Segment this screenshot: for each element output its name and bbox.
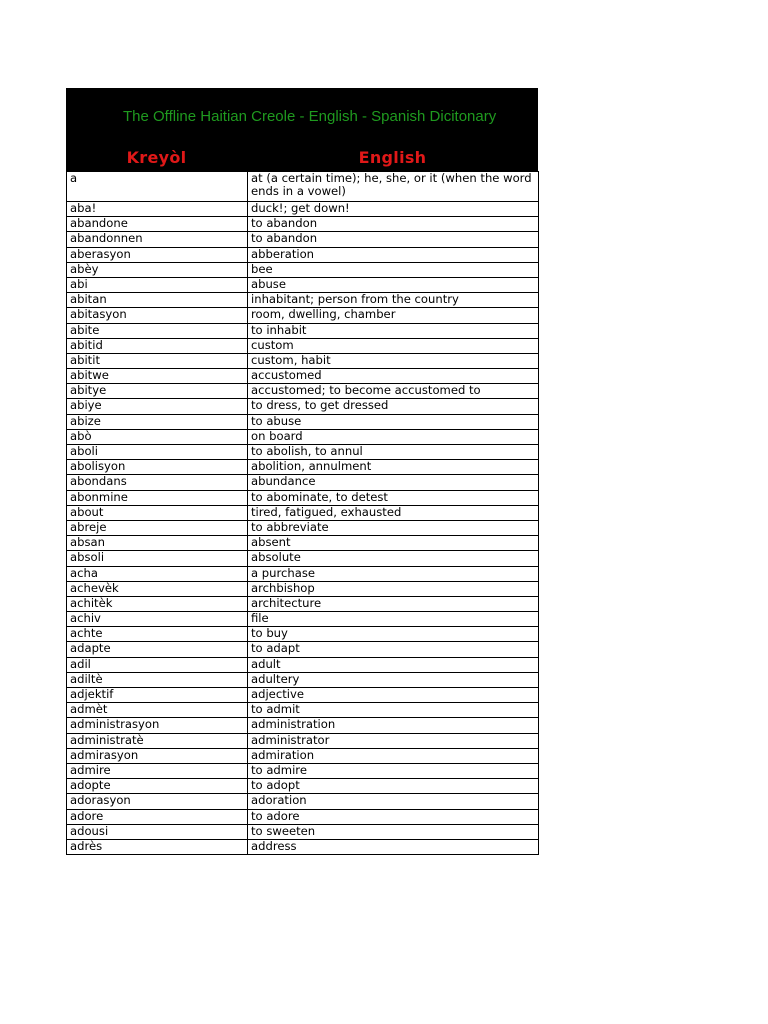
english-cell: administration bbox=[248, 718, 539, 733]
table-row bbox=[67, 369, 539, 384]
english-cell: adult bbox=[248, 657, 539, 672]
english-cell: to abominate, to detest bbox=[248, 490, 539, 505]
table-row bbox=[67, 232, 539, 247]
kreyol-cell: abitasyon bbox=[67, 308, 248, 323]
kreyol-cell: achte bbox=[67, 627, 248, 642]
table-row bbox=[67, 338, 539, 353]
english-cell: duck!; get down! bbox=[248, 202, 539, 217]
kreyol-cell: abi bbox=[67, 277, 248, 292]
kreyol-cell: aboli bbox=[67, 445, 248, 460]
dictionary-sheet bbox=[66, 88, 538, 855]
kreyol-cell: abreje bbox=[67, 520, 248, 535]
table-row bbox=[67, 612, 539, 627]
table-row bbox=[67, 642, 539, 657]
table-row bbox=[67, 520, 539, 535]
kreyol-cell: a bbox=[67, 172, 248, 202]
header-row bbox=[66, 144, 538, 171]
table-row bbox=[67, 172, 539, 202]
english-cell: archbishop bbox=[248, 581, 539, 596]
kreyol-cell: abandone bbox=[67, 217, 248, 232]
english-cell: administrator bbox=[248, 733, 539, 748]
english-cell: adultery bbox=[248, 672, 539, 687]
table-row bbox=[67, 460, 539, 475]
kreyol-cell: abò bbox=[67, 429, 248, 444]
english-cell: adjective bbox=[248, 688, 539, 703]
kreyol-cell: adorasyon bbox=[67, 794, 248, 809]
table-row bbox=[67, 688, 539, 703]
english-cell: custom bbox=[248, 338, 539, 353]
english-cell: abberation bbox=[248, 247, 539, 262]
english-cell: at (a certain time); he, she, or it (when the word ends in a vowel) bbox=[248, 172, 539, 202]
kreyol-cell: aba! bbox=[67, 202, 248, 217]
table-row bbox=[67, 384, 539, 399]
kreyol-cell: abize bbox=[67, 414, 248, 429]
english-cell: abuse bbox=[248, 277, 539, 292]
kreyol-cell: adousi bbox=[67, 824, 248, 839]
english-cell: to inhabit bbox=[248, 323, 539, 338]
table-row bbox=[67, 824, 539, 839]
kreyol-cell: achevèk bbox=[67, 581, 248, 596]
banner-title: The Offline Haitian Creole - English - Spanish Dicitonary bbox=[123, 108, 497, 125]
kreyol-cell: achitèk bbox=[67, 596, 248, 611]
english-cell: absent bbox=[248, 536, 539, 551]
kreyol-cell: absoli bbox=[67, 551, 248, 566]
english-cell: admiration bbox=[248, 748, 539, 763]
english-cell: to abolish, to annul bbox=[248, 445, 539, 460]
english-cell: to adopt bbox=[248, 779, 539, 794]
table-row bbox=[67, 794, 539, 809]
table-row bbox=[67, 505, 539, 520]
english-cell: to abuse bbox=[248, 414, 539, 429]
table-row bbox=[67, 414, 539, 429]
table-row bbox=[67, 323, 539, 338]
table-row bbox=[67, 672, 539, 687]
table-row bbox=[67, 703, 539, 718]
kreyol-cell: about bbox=[67, 505, 248, 520]
kreyol-cell: abitwe bbox=[67, 369, 248, 384]
kreyol-cell: absan bbox=[67, 536, 248, 551]
kreyol-cell: abiye bbox=[67, 399, 248, 414]
table-row bbox=[67, 308, 539, 323]
table-row bbox=[67, 551, 539, 566]
english-cell: to dress, to get dressed bbox=[248, 399, 539, 414]
table-row bbox=[67, 445, 539, 460]
kreyol-cell: adopte bbox=[67, 779, 248, 794]
table-row bbox=[67, 627, 539, 642]
kreyol-cell: adil bbox=[67, 657, 248, 672]
kreyol-cell: abite bbox=[67, 323, 248, 338]
english-cell: tired, fatigued, exhausted bbox=[248, 505, 539, 520]
english-cell: custom, habit bbox=[248, 353, 539, 368]
table-row bbox=[67, 748, 539, 763]
table-row bbox=[67, 596, 539, 611]
dictionary-table bbox=[66, 171, 539, 855]
kreyol-cell: adore bbox=[67, 809, 248, 824]
english-cell: to abandon bbox=[248, 217, 539, 232]
table-row bbox=[67, 262, 539, 277]
english-cell: to admit bbox=[248, 703, 539, 718]
table-row bbox=[67, 536, 539, 551]
english-cell: adoration bbox=[248, 794, 539, 809]
table-row bbox=[67, 217, 539, 232]
kreyol-cell: adiltè bbox=[67, 672, 248, 687]
table-row bbox=[67, 247, 539, 262]
english-cell: absolute bbox=[248, 551, 539, 566]
table-row bbox=[67, 429, 539, 444]
kreyol-cell: admirasyon bbox=[67, 748, 248, 763]
english-cell: architecture bbox=[248, 596, 539, 611]
english-cell: abolition, annulment bbox=[248, 460, 539, 475]
table-row bbox=[67, 490, 539, 505]
english-cell: to abandon bbox=[248, 232, 539, 247]
english-cell: room, dwelling, chamber bbox=[248, 308, 539, 323]
title-banner bbox=[66, 88, 538, 144]
kreyol-cell: abitid bbox=[67, 338, 248, 353]
table-row bbox=[67, 475, 539, 490]
kreyol-cell: admèt bbox=[67, 703, 248, 718]
english-cell: a purchase bbox=[248, 566, 539, 581]
english-cell: accustomed; to become accustomed to bbox=[248, 384, 539, 399]
kreyol-cell: adjektif bbox=[67, 688, 248, 703]
table-row bbox=[67, 839, 539, 854]
english-cell: address bbox=[248, 839, 539, 854]
table-row bbox=[67, 353, 539, 368]
header-english: English bbox=[358, 148, 427, 167]
table-row bbox=[67, 657, 539, 672]
kreyol-cell: abitan bbox=[67, 293, 248, 308]
table-row bbox=[67, 566, 539, 581]
table-row bbox=[67, 779, 539, 794]
table-row bbox=[67, 733, 539, 748]
english-cell: bee bbox=[248, 262, 539, 277]
kreyol-cell: abandonnen bbox=[67, 232, 248, 247]
dictionary-body bbox=[67, 172, 539, 855]
english-cell: to adapt bbox=[248, 642, 539, 657]
kreyol-cell: abèy bbox=[67, 262, 248, 277]
table-row bbox=[67, 718, 539, 733]
kreyol-cell: abondans bbox=[67, 475, 248, 490]
header-kreyol: Kreyòl bbox=[126, 148, 187, 167]
english-cell: to sweeten bbox=[248, 824, 539, 839]
english-cell: to buy bbox=[248, 627, 539, 642]
kreyol-cell: abitye bbox=[67, 384, 248, 399]
kreyol-cell: abonmine bbox=[67, 490, 248, 505]
english-cell: inhabitant; person from the country bbox=[248, 293, 539, 308]
kreyol-cell: administratè bbox=[67, 733, 248, 748]
table-row bbox=[67, 293, 539, 308]
kreyol-cell: abolisyon bbox=[67, 460, 248, 475]
english-cell: to abbreviate bbox=[248, 520, 539, 535]
kreyol-cell: admire bbox=[67, 763, 248, 778]
kreyol-cell: adrès bbox=[67, 839, 248, 854]
english-cell: on board bbox=[248, 429, 539, 444]
kreyol-cell: administrasyon bbox=[67, 718, 248, 733]
kreyol-cell: achiv bbox=[67, 612, 248, 627]
table-row bbox=[67, 763, 539, 778]
table-row bbox=[67, 277, 539, 292]
kreyol-cell: aberasyon bbox=[67, 247, 248, 262]
english-cell: accustomed bbox=[248, 369, 539, 384]
english-cell: abundance bbox=[248, 475, 539, 490]
kreyol-cell: acha bbox=[67, 566, 248, 581]
table-row bbox=[67, 809, 539, 824]
table-row bbox=[67, 399, 539, 414]
table-row bbox=[67, 202, 539, 217]
table-row bbox=[67, 581, 539, 596]
english-cell: to admire bbox=[248, 763, 539, 778]
english-cell: to adore bbox=[248, 809, 539, 824]
kreyol-cell: adapte bbox=[67, 642, 248, 657]
english-cell: file bbox=[248, 612, 539, 627]
kreyol-cell: abitit bbox=[67, 353, 248, 368]
